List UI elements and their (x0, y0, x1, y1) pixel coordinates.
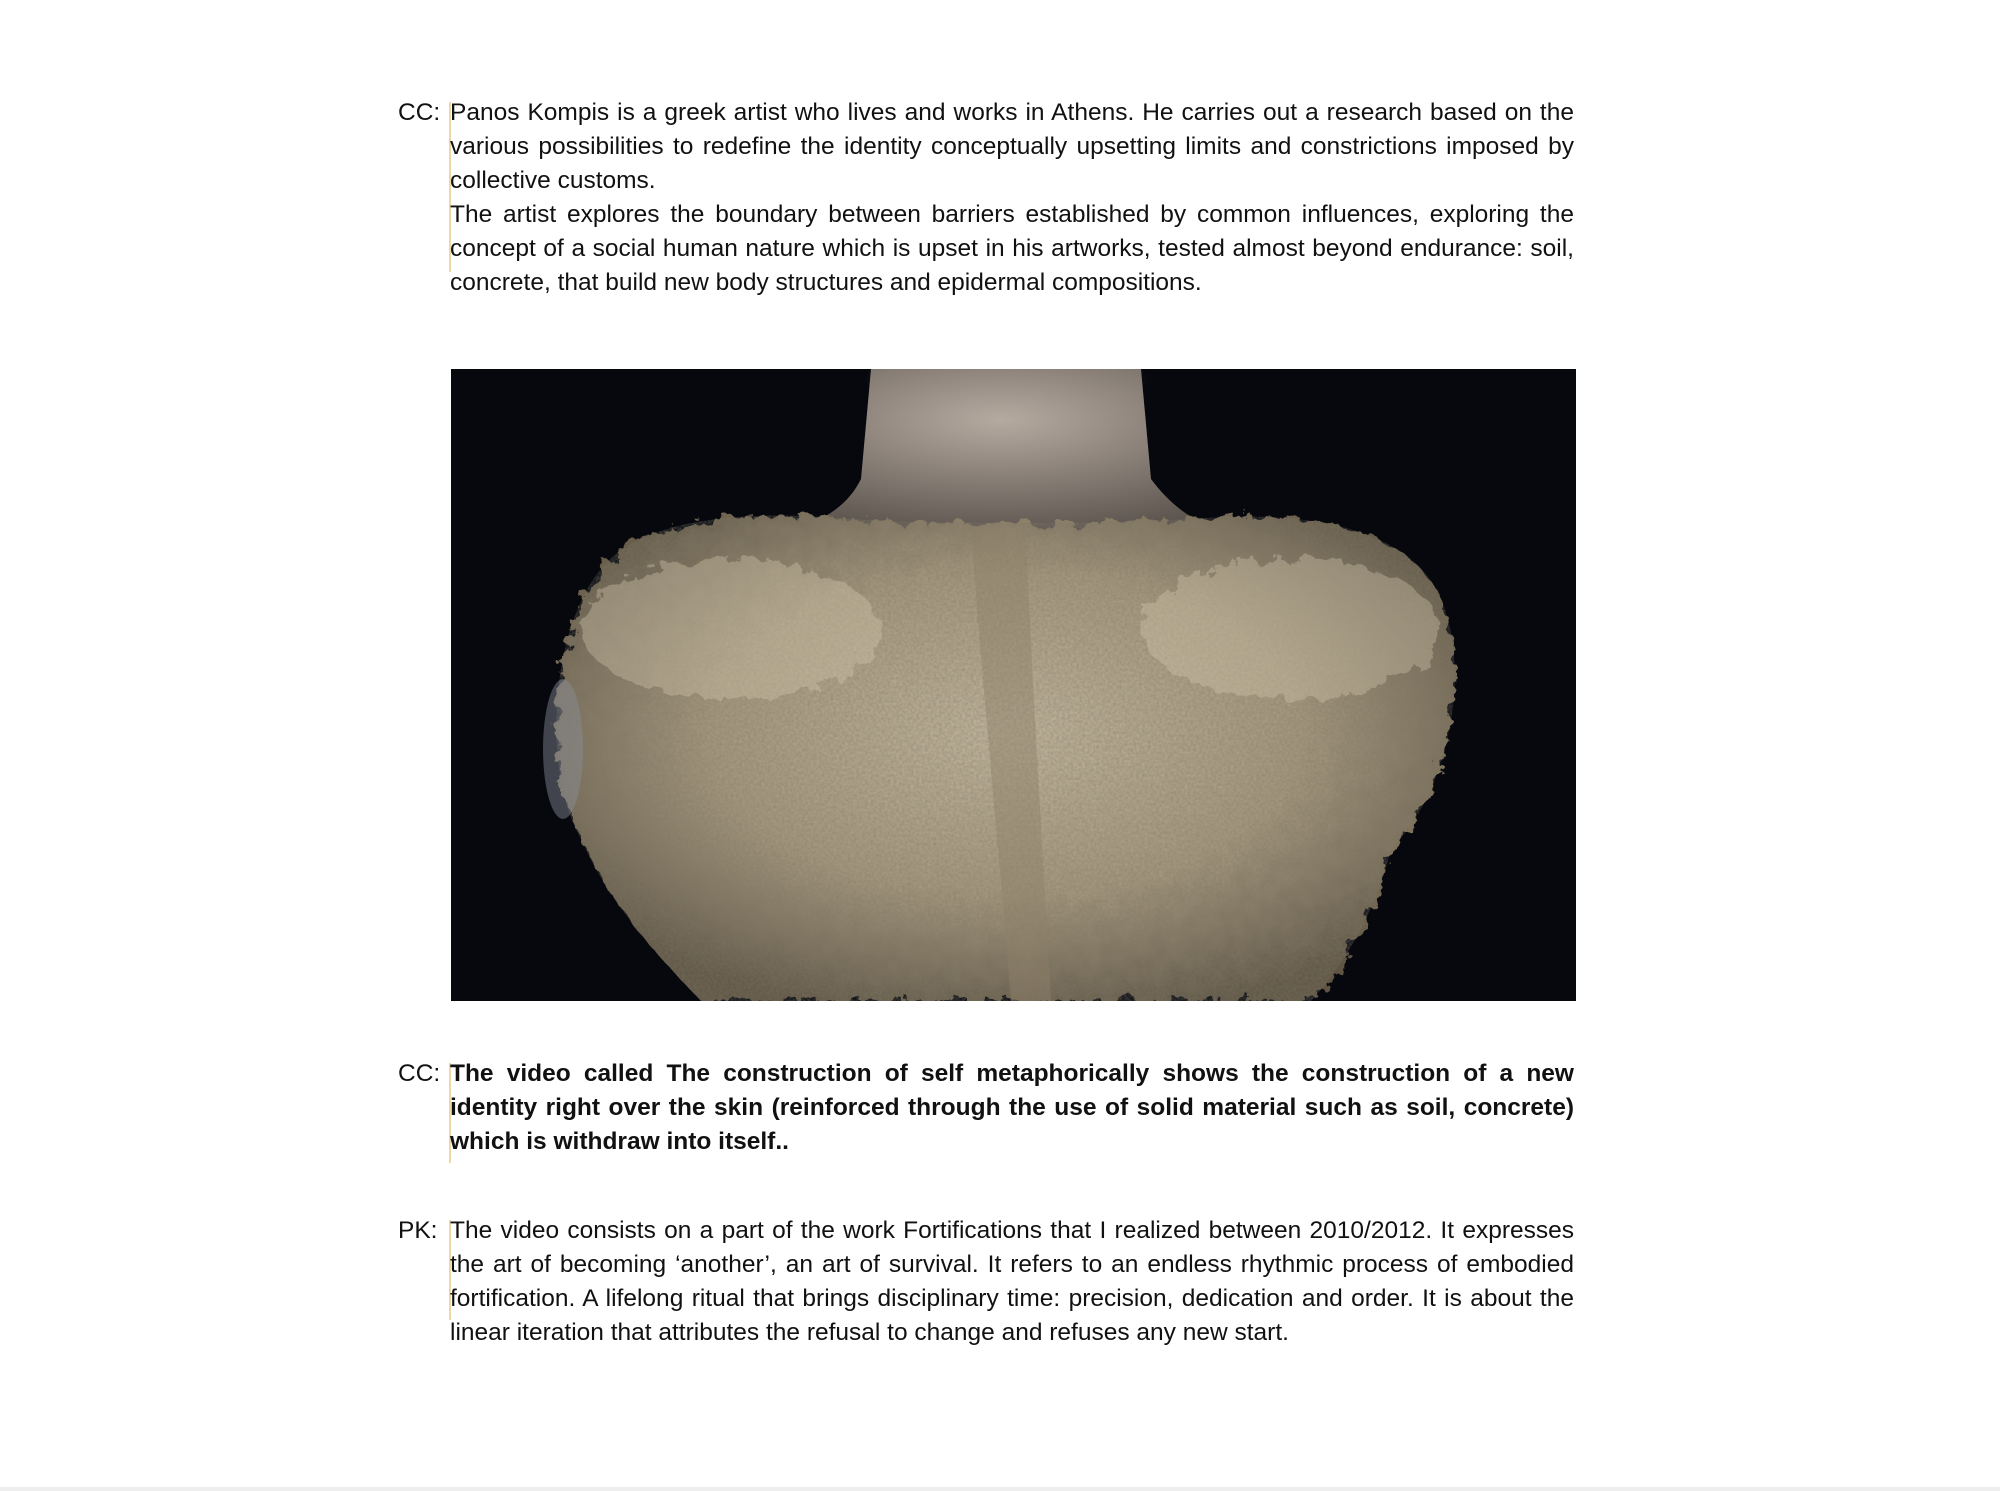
answer-section (398, 1214, 1576, 1394)
artwork-photo (451, 369, 1576, 1001)
intro-section (398, 96, 1576, 336)
question-section (398, 1057, 1576, 1167)
intro-paragraph: The artist explores the boundary between barriers established by common influences, exploring the concept of a social human nature which is upset in his artworks, tested almost beyond endurance: soil, concrete, that build new body structures and epidermal compositions. (450, 201, 1574, 296)
speaker-label-pk: PK: (398, 1217, 438, 1244)
intro-paragraph: Panos Kompis is a greek artist who lives and works in Athens. He carries out a research based on the various possibilities to redefine the identity conceptually upsetting limits and constrictions imposed by collective customs. (450, 99, 1574, 194)
speaker-label-cc: CC: (398, 1060, 441, 1087)
intro-text (450, 96, 1574, 300)
answer-text: The video consists on a part of the work Fortifications that I realized between 2010/2012. It expresses the art of becoming ‘another’, an art of survival. It refers to an endless rhythmic process of embodied fortification. A lifelong ritual that brings disciplinary time: precision, dedication and order. It is about the linear iteration that attributes the refusal to change and refuses any new start. (450, 1217, 1574, 1346)
question-text: The video called The construction of self metaphorically shows the construction of a new identity right over the skin (reinforced through the use of solid material such as soil, concrete) which is withdraw into itself.. (450, 1060, 1574, 1155)
speaker-label-cc: CC: (398, 99, 441, 126)
torso-image (451, 369, 1576, 1001)
page-bottom-edge (0, 1487, 2000, 1491)
